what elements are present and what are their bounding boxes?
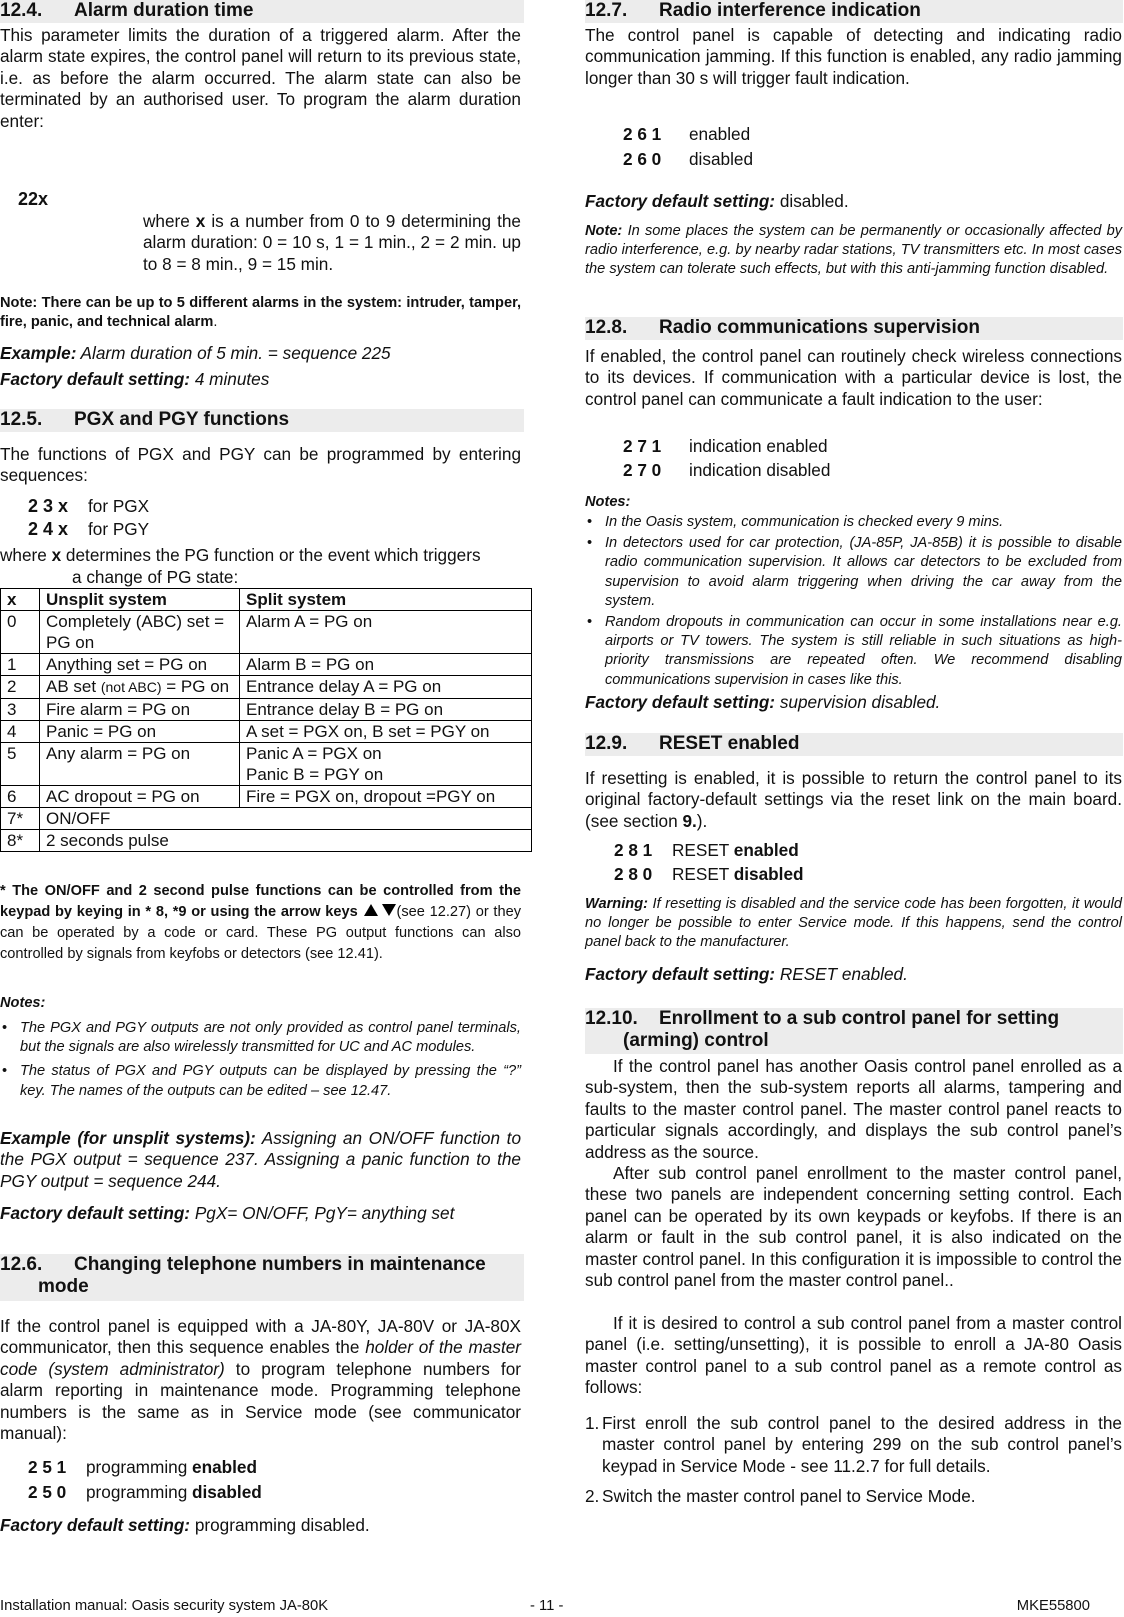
paragraph: This parameter limits the duration of a triggered alarm. After the alarm state expires, the control panel will return to its previous state, i.e. as before the alarm occurred. The alarm state can also be terminated by an authorised user. To program the alarm duration enter: bbox=[0, 25, 521, 131]
sequence-row: 2 5 0 programming disabled bbox=[28, 1482, 262, 1502]
where-text: where x determines the PG function or the event which triggers bbox=[0, 545, 481, 565]
sequence-row: 2 4 x for PGY bbox=[28, 519, 150, 539]
table-cell: Anything set = PG on bbox=[40, 654, 240, 676]
section-title: RESET enabled bbox=[659, 733, 800, 754]
section-heading-12-8 bbox=[585, 317, 1123, 340]
table-cell: 3 bbox=[1, 699, 40, 721]
section-heading-12-7 bbox=[585, 0, 1123, 23]
section-heading-12-6 bbox=[0, 1254, 524, 1301]
section-number: 12.5. bbox=[0, 409, 43, 430]
step-list bbox=[585, 1413, 1122, 1508]
table-row bbox=[1, 830, 532, 852]
table-row bbox=[1, 808, 532, 830]
footer-right: MKE55800 bbox=[1016, 1598, 1090, 1614]
table-row bbox=[1, 721, 532, 743]
sequence-code: 22x bbox=[18, 189, 49, 209]
table-cell: Alarm A = PG on bbox=[240, 611, 532, 654]
sequence-row: 2 8 0 RESET disabled bbox=[614, 864, 804, 884]
table-row bbox=[1, 676, 532, 699]
notes-list bbox=[0, 1019, 521, 1101]
table-cell: Completely (ABC) set = PG on bbox=[40, 611, 240, 654]
table-header: Unsplit system bbox=[40, 589, 240, 611]
section-title: PGX and PGY functions bbox=[74, 409, 290, 430]
table-cell: 7* bbox=[1, 808, 40, 830]
section-number: 12.4. bbox=[0, 0, 43, 21]
table-cell: Fire alarm = PG on bbox=[40, 699, 240, 721]
sequence-row: 2 7 0 indication disabled bbox=[623, 460, 831, 480]
paragraph: The control panel is capable of detecting and indicating radio communication jamming. If this function is enabled, any radio jamming longer than 30 s will trigger fault indication. bbox=[585, 25, 1122, 88]
section-heading-12-4 bbox=[0, 0, 524, 23]
section-title: Enrollment to a sub control panel for setting bbox=[659, 1008, 1060, 1029]
table-cell: AC dropout = PG on bbox=[40, 786, 240, 808]
section-number: 12.8. bbox=[585, 317, 628, 338]
table-cell: Panic A = PGX on Panic B = PGY on bbox=[240, 743, 532, 786]
table-header-row bbox=[1, 589, 532, 611]
notes-label: Notes: bbox=[585, 494, 631, 510]
arrow-keys-icon bbox=[362, 903, 396, 917]
where-text: where x is a number from 0 to 9 determining the alarm duration: 0 = 10 s, 1 = 1 min., 2 = 2 min. up to 8 = 8 min., 9 = 15 min. bbox=[143, 211, 521, 274]
section-number: 12.7. bbox=[585, 0, 628, 21]
example: Example: Alarm duration of 5 min. = sequence 225 bbox=[0, 343, 391, 363]
factory-default: Factory default setting: programming disabled. bbox=[0, 1515, 370, 1535]
sequence-row: 2 6 0 disabled bbox=[623, 149, 754, 169]
list-item: 1. First enroll the sub control panel to the desired address in the master control panel by entering 299 on the sub control panel’s keypad in Service Mode - see 11.2.7 for full details. bbox=[585, 1413, 1122, 1476]
section-title-line2: (arming) control bbox=[623, 1030, 769, 1051]
table-header: x bbox=[1, 589, 40, 611]
arrow-up-icon bbox=[364, 904, 378, 916]
factory-default: Factory default setting: RESET enabled. bbox=[585, 964, 908, 984]
sequence-row: 2 3 x for PGX bbox=[28, 496, 150, 516]
table-cell: Entrance delay A = PG on bbox=[240, 676, 532, 699]
table-row bbox=[1, 611, 532, 654]
notes-list bbox=[585, 513, 1122, 690]
section-heading-12-9 bbox=[585, 733, 1123, 756]
factory-default: Factory default setting: PgX= ON/OFF, PgY= anything set bbox=[0, 1203, 455, 1223]
table-cell: A set = PGX on, B set = PGY on bbox=[240, 721, 532, 743]
section-title: Alarm duration time bbox=[74, 0, 254, 21]
section-number: 12.6. bbox=[0, 1254, 43, 1275]
note: Note: In some places the system can be permanently or occasionally affected by radio interference, e.g. by nearby radar stations, TV transmitters etc. In most cases the system can tolerate such effects, but with this anti-jamming function disabled. bbox=[585, 223, 1122, 278]
list-item: • In detectors used for car protection, (JA-85P, JA-85B) it is possible to disable radio communication supervision. It allows car detectors to be excluded from supervision to avoid alarm triggering when driving the car away from the system. bbox=[585, 534, 1122, 611]
table-cell: Alarm B = PG on bbox=[240, 654, 532, 676]
section-number: 12.9. bbox=[585, 733, 628, 754]
table-cell: 5 bbox=[1, 743, 40, 786]
warning: Warning: If resetting is disabled and the service code has been forgotten, it would no longer be possible to enter Service mode. If this happens, send the control panel back to the manufacturer. bbox=[585, 896, 1122, 951]
where-text-line2: a change of PG state: bbox=[72, 567, 239, 587]
factory-default: Factory default setting: supervision disabled. bbox=[585, 692, 941, 712]
section-title: Changing telephone numbers in maintenance bbox=[74, 1254, 486, 1275]
section-title-line2: mode bbox=[38, 1276, 89, 1297]
arrow-down-icon bbox=[382, 904, 396, 916]
factory-default: Factory default setting: disabled. bbox=[585, 191, 849, 211]
table-cell: 0 bbox=[1, 611, 40, 654]
footer-left: Installation manual: Oasis security system JA-80K bbox=[0, 1598, 329, 1614]
list-item: • In the Oasis system, communication is checked every 9 mins. bbox=[585, 513, 1122, 532]
sequence-row: 2 5 1 programming enabled bbox=[28, 1457, 257, 1477]
note: Note: There can be up to 5 different alarms in the system: intruder, tamper, fire, panic, and technical alarm. bbox=[0, 295, 521, 331]
table-header: Split system bbox=[240, 589, 532, 611]
table-cell: 2 seconds pulse bbox=[40, 830, 532, 852]
paragraph: If the control panel is equipped with a JA-80Y, JA-80V or JA-80X communicator, then this sequence enables the holder of the master code (system administrator) to program telephone numbers for alarm reporting in maintenance mode. Programming telephone numbers is the same as in Service mode (see communicator manual): bbox=[0, 1316, 522, 1444]
table-row bbox=[1, 654, 532, 676]
paragraph: After sub control panel enrollment to the master control panel, these two panels are independent concerning setting control. Each panel can be operated by its own keypads or keyfobs. If there is an alarm or fault in the sub control panel, it is also indicated on the master control panel. In this configuration it is impossible to control the sub control panel from the master control panel.. bbox=[585, 1163, 1122, 1291]
table-cell: Fire = PGX on, dropout =PGY on bbox=[240, 786, 532, 808]
table-cell: ON/OFF bbox=[40, 808, 532, 830]
list-item: • The status of PGX and PGY outputs can be displayed by pressing the “?” key. The names of the outputs can be edited – see 12.47. bbox=[0, 1062, 521, 1100]
table-cell: 4 bbox=[1, 721, 40, 743]
paragraph: If it is desired to control a sub control panel from a master control panel (i.e. setting/unsetting), it is possible to enroll a JA-80 Oasis master control panel to a sub control panel as a remote control as follows: bbox=[585, 1313, 1122, 1398]
section-title: Radio communications supervision bbox=[659, 317, 980, 338]
section-title: Radio interference indication bbox=[659, 0, 921, 21]
list-item: • Random dropouts in communication can occur in some installations near e.g. airports or TV towers. The system is still reliable in such situations as high-priority transmissions are repeated often. We recommend disabling communications supervision in cases like this. bbox=[585, 613, 1122, 690]
table-cell: AB set (not ABC) = PG on bbox=[40, 676, 240, 699]
section-number: 12.10. bbox=[585, 1008, 638, 1029]
table-cell: Entrance delay B = PG on bbox=[240, 699, 532, 721]
paragraph: If resetting is enabled, it is possible to return the control panel to its original factory-default settings via the reset link on the main board. (see section 9.). bbox=[585, 768, 1122, 831]
section-heading-12-10 bbox=[585, 1008, 1123, 1054]
sequence-row: 2 6 1 enabled bbox=[623, 124, 751, 144]
table-row bbox=[1, 743, 532, 786]
table-cell: 2 bbox=[1, 676, 40, 699]
section-heading-12-5 bbox=[0, 409, 524, 432]
table-cell: Any alarm = PG on bbox=[40, 743, 240, 786]
example: Example (for unsplit systems): Assigning an ON/OFF function to the PGX output = sequence 237. Assigning a panic function to the PGY output = sequence 244. bbox=[0, 1128, 521, 1191]
star-footnote: * The ON/OFF and 2 second pulse functions can be controlled from the keypad by keying in * 8, *9 or using the arrow keys (see 12.27) or they can be operated by a code or card. These PG output functions can also controlled by signals from keyfobs or detectors (see 12.41). bbox=[0, 883, 521, 962]
paragraph: If enabled, the control panel can routinely check wireless connections to its devices. If communication with a particular device is lost, the control panel can communicate a fault indication to the user: bbox=[585, 346, 1122, 409]
list-item: • The PGX and PGY outputs are not only provided as control panel terminals, but the signals are also wirelessly transmitted for UC and AC modules. bbox=[0, 1019, 521, 1057]
notes-label: Notes: bbox=[0, 995, 46, 1011]
pg-function-table bbox=[0, 588, 532, 852]
table-cell: 8* bbox=[1, 830, 40, 852]
table-cell: 6 bbox=[1, 786, 40, 808]
table-row bbox=[1, 786, 532, 808]
table-row bbox=[1, 699, 532, 721]
factory-default: Factory default setting: 4 minutes bbox=[0, 369, 270, 389]
sequence-row: 2 7 1 indication enabled bbox=[623, 436, 828, 456]
footer-page-number: - 11 - bbox=[530, 1598, 564, 1614]
paragraph: If the control panel has another Oasis control panel enrolled as a sub-system, then the sub-system reports all alarms, tampering and faults to the master control panel. The master control panel reacts to particular signals accordingly, and displays the sub control panel’s address as the source. bbox=[585, 1056, 1122, 1162]
table-cell: 1 bbox=[1, 654, 40, 676]
table-cell: Panic = PG on bbox=[40, 721, 240, 743]
list-item: 2. Switch the master control panel to Service Mode. bbox=[585, 1486, 976, 1507]
sequence-row: 2 8 1 RESET enabled bbox=[614, 840, 799, 860]
paragraph: The functions of PGX and PGY can be programmed by entering sequences: bbox=[0, 444, 521, 486]
